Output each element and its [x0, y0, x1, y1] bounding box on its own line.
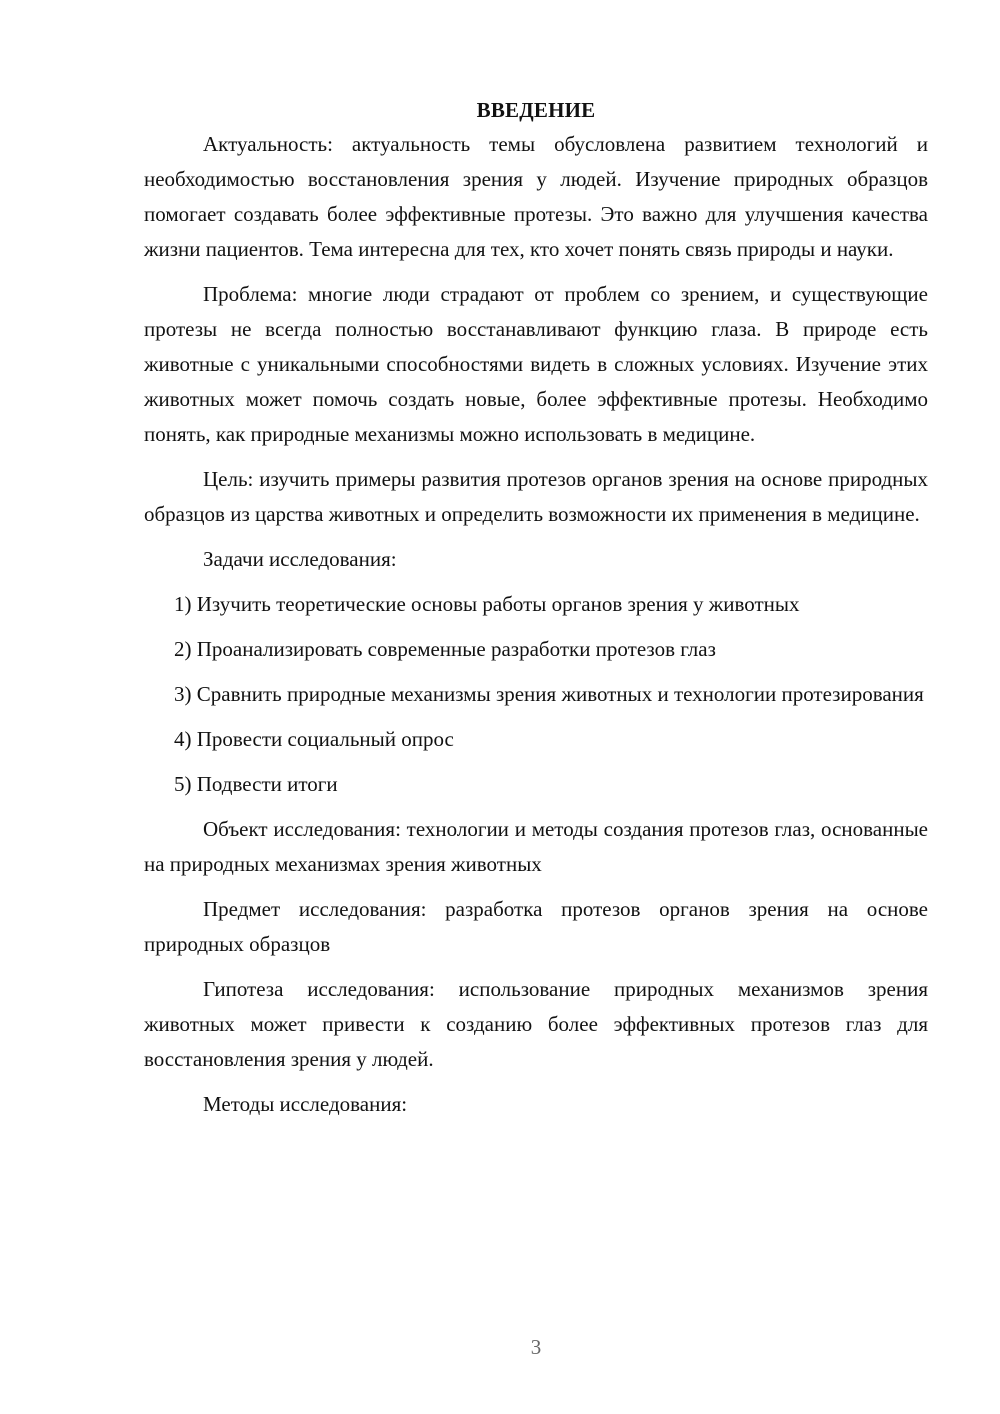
list-item: 3) Сравнить природные механизмы зрения животных и технологии протезирования: [174, 682, 924, 706]
goal-paragraph: Цель: изучить примеры развития протезов органов зрения на основе природных образцов из царства животных и определить возможности их применения в медицине.: [144, 467, 928, 526]
object-paragraph: Объект исследования: технологии и методы создания протезов глаз, основанные на природных механизмах зрения животных: [144, 817, 928, 876]
page-number: 3: [530, 1335, 542, 1359]
list-item: 4) Провести социальный опрос: [174, 727, 454, 751]
methods-heading: Методы исследования:: [203, 1092, 408, 1116]
page-title: ВВЕДЕНИЕ: [476, 98, 596, 122]
list-item: 1) Изучить теоретические основы работы органов зрения у животных: [174, 592, 800, 616]
list-item: 2) Проанализировать современные разработки протезов глаз: [174, 637, 716, 661]
problem-paragraph: Проблема: многие люди страдают от проблем со зрением, и существующие протезы не всегда полностью восстанавливают функцию глаза. В природе есть животные с уникальными способностями видеть в сложных условиях. Изучение этих животных может помочь создать новые, более эффективные протезы. Необходимо понять, как природные механизмы можно использовать в медицине.: [144, 282, 928, 446]
list-item: 5) Подвести итоги: [174, 772, 338, 796]
tasks-heading: Задачи исследования:: [203, 547, 397, 571]
document-page: [144, 95, 928, 1132]
hypothesis-paragraph: Гипотеза исследования: использование природных механизмов зрения животных может привести к созданию более эффективных протезов глаз для восстановления зрения у людей.: [144, 977, 928, 1071]
relevance-paragraph: Актуальность: актуальность темы обусловлена развитием технологий и необходимостью восстановления зрения у людей. Изучение природных образцов помогает создавать более эффективные протезы. Это важно для улучшения качества жизни пациентов. Тема интересна для тех, кто хочет понять связь природы и науки.: [144, 132, 928, 261]
tasks-list: [144, 587, 928, 802]
subject-paragraph: Предмет исследования: разработка протезов органов зрения на основе природных образцов: [144, 897, 928, 956]
